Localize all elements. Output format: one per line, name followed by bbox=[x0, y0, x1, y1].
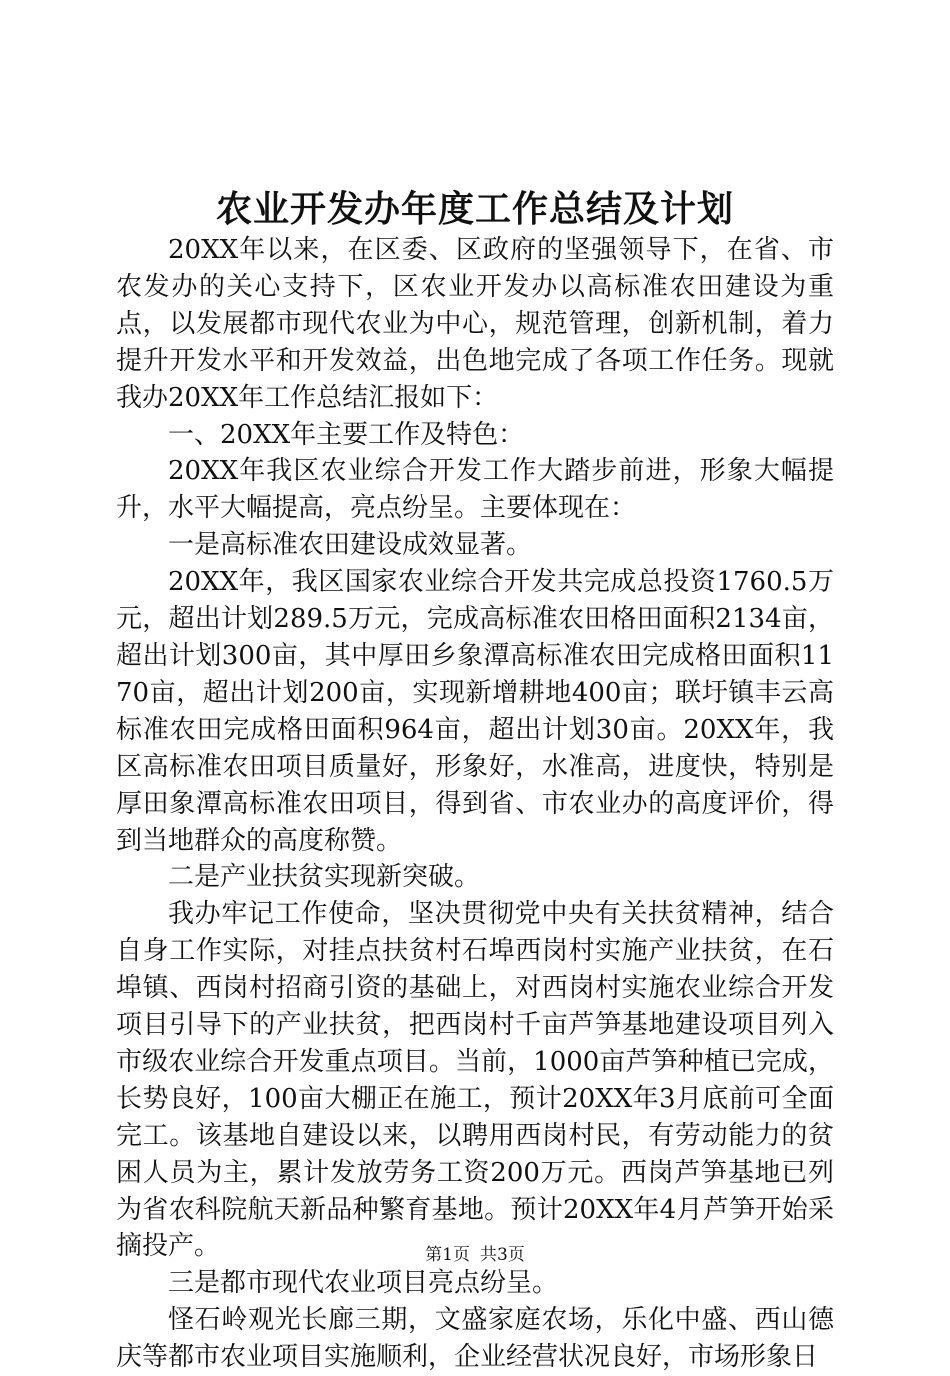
page-footer bbox=[0, 1244, 950, 1266]
paragraph-intro: 20XX年以来，在区委、区政府的坚强领导下，在省、市农发办的关心支持下，区农业开发办以高标准农田建设为重点，以发展都市现代农业为中心，规范管理，创新机制，着力提升开发水平和开发效益，出色地完成了各项工作任务。现就我办20XX年工作总结汇报如下： bbox=[116, 235, 834, 413]
subheading-poverty-alleviation: 二是产业扶贫实现新突破。 bbox=[168, 862, 481, 893]
page-number: 第1页 bbox=[425, 1245, 470, 1265]
paragraph-overview: 20XX年我区农业综合开发工作大踏步前进，形象大幅提升，水平大幅提高，亮点纷呈。主要体现在： bbox=[116, 456, 834, 524]
subheading-farmland: 一是高标准农田建设成效显著。 bbox=[168, 530, 533, 561]
document-body bbox=[116, 232, 834, 1376]
document-title: 农业开发办年度工作总结及计划 bbox=[215, 188, 734, 230]
page-total: 共3页 bbox=[480, 1245, 525, 1265]
paragraph-urban-agriculture: 怪石岭观光长廊三期，文盛家庭农场，乐化中盛、西山德庆等都市农业项目实施顺利，企业经营状况良好，市场形象日 bbox=[116, 1305, 834, 1373]
section-heading-main-work: 一、20XX年主要工作及特色： bbox=[168, 419, 525, 450]
paragraph-farmland: 20XX年，我区国家农业综合开发共完成总投资1760.5万元，超出计划289.5万元，完成高标准农田格田面积2134亩，超出计划300亩，其中厚田乡象潭高标准农田完成格田面积1170亩，超出计划200亩，实现新增耕地400亩；联圩镇丰云高标准农田完成格田面积964亩，超出计划30亩。20XX年，我区高标准农田项目质量好，形象好，水准高，进度快，特别是厚田象潭高标准农田项目，得到省、市农业办的高度评价，得到当地群众的高度称赞。 bbox=[116, 567, 834, 856]
paragraph-poverty-alleviation: 我办牢记工作使命，坚决贯彻党中央有关扶贫精神，结合自身工作实际，对挂点扶贫村石埠西岗村实施产业扶贫，在石埠镇、西岗村招商引资的基础上，对西岗村实施农业综合开发项目引导下的产业扶贫，把西岗村千亩芦笋基地建设项目列入市级农业综合开发重点项目。当前，1000亩芦笋种植已完成，长势良好，100亩大棚正在施工，预计20XX年3月底前可全面完工。该基地自建设以来，以聘用西岗村民，有劳动能力的贫困人员为主，累计发放劳务工资200万元。西岗芦笋基地已列为省农科院航天新品种繁育基地。预计20XX年4月芦笋开始采摘投产。 bbox=[116, 899, 834, 1262]
subheading-urban-agriculture: 三是都市现代农业项目亮点纷呈。 bbox=[168, 1268, 559, 1299]
